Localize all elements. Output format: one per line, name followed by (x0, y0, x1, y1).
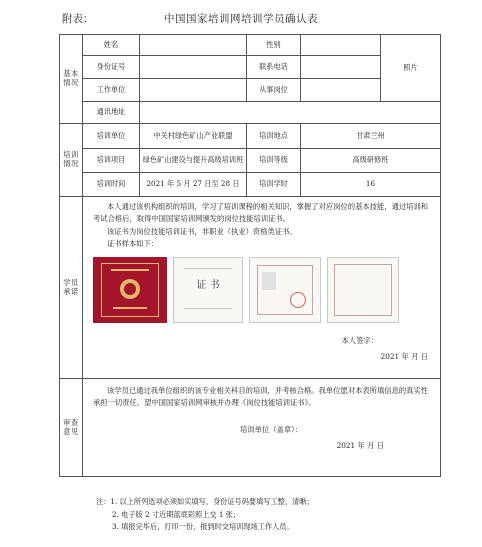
training-hours-value: 16 (301, 173, 441, 197)
student-signature-line[interactable]: 本人签字： (341, 335, 378, 345)
training-time-value: 2021 年 5 月 27 日至 28 日 (140, 173, 247, 197)
review-content (83, 379, 441, 477)
address-field[interactable] (140, 102, 441, 124)
training-project-label: 培训项目 (83, 149, 140, 173)
training-level-label: 培训等级 (247, 149, 301, 173)
commitment-content (83, 197, 441, 379)
section-commitment: 学员承诺 (60, 197, 83, 379)
student-signature-date[interactable]: 2021 年 月 日 (380, 351, 428, 361)
page-title: 中国国家培训网培训学员确认表 (164, 13, 318, 25)
review-date[interactable]: 2021 年 月 日 (336, 440, 384, 450)
training-org-label: 培训单位 (83, 124, 140, 149)
training-hours-label: 培训学时 (247, 173, 301, 197)
name-field[interactable] (140, 35, 247, 56)
id-number-field[interactable] (140, 56, 247, 79)
photo-placeholder-icon (262, 272, 276, 290)
phone-label: 联系电话 (247, 56, 301, 79)
position-field[interactable] (301, 79, 381, 102)
training-project-value: 绿色矿山建设与提升高级培训班 (140, 149, 247, 173)
page-header (0, 8, 482, 28)
commitment-paragraph-1: 本人通过该机构组织的培训，学习了培训课程的相关知识，掌握了对应岗位的基本技能，通过培训和考试合格后，取得中国国家培训网颁发的岗位技能培训证书。 (93, 202, 429, 224)
note-2: 2. 电子版 2 寸近期蓝底彩照上交 1 张； (112, 509, 241, 519)
note-1: 注：1. 以上所列选项必须如实填写，身份证号码要填写工整，清晰； (96, 497, 314, 506)
photo-box[interactable]: 照片 (381, 35, 441, 102)
section-basic-info: 基本情况 (60, 35, 83, 124)
id-number-label: 身份证号 (83, 56, 140, 79)
section-training-info: 培训情况 (60, 124, 83, 197)
certificate-record-page-image (327, 257, 399, 323)
employer-label: 工作单位 (83, 79, 140, 102)
certificate-sample-images (93, 257, 432, 323)
employer-field[interactable] (140, 79, 247, 102)
certificate-title-page-image (173, 257, 243, 323)
address-label: 通讯地址 (83, 102, 140, 124)
attachment-label: 附表： (62, 13, 94, 25)
commitment-paragraph-2: 该证书为岗位技能培训证书，非职业（执业）资格类证书。 (107, 226, 297, 236)
certificate-cover-image (93, 257, 167, 323)
training-level-value: 高级研修班 (301, 149, 441, 173)
confirmation-form-table (59, 34, 441, 477)
section-review-opinion: 审查意见 (60, 379, 83, 477)
medal-emblem-icon (120, 279, 140, 299)
review-paragraph: 该学员已通过我单位组织的该专业相关科目的培训，并考核合格。我单位愿对本表所填信息的真实性承担一切责任。望中国国家培训网审核并办理《岗位技能培训证书》。 (93, 386, 429, 408)
seal-stamp-icon (290, 292, 306, 308)
certificate-info-page-image (249, 257, 321, 323)
training-unit-seal-line[interactable]: 培训单位（盖章）： (239, 424, 302, 434)
phone-field[interactable] (301, 56, 381, 79)
certificate-big-title: 证 书 (196, 279, 220, 291)
training-org-value: 中关村绿色矿山产业联盟 (140, 124, 247, 149)
gender-field[interactable] (301, 35, 381, 56)
position-label: 从事岗位 (247, 79, 301, 102)
training-time-label: 培训时间 (83, 173, 140, 197)
name-label: 姓名 (83, 35, 140, 56)
certificate-sample-label: 证书样本如下： (107, 239, 159, 249)
note-3: 3. 填报完毕后，打印一份，报到时交培训现场工作人员。 (112, 522, 294, 532)
footnotes (96, 496, 314, 534)
training-place-label: 培训地点 (247, 124, 301, 149)
training-place-value: 甘肃兰州 (301, 124, 441, 149)
gender-label: 性别 (247, 35, 301, 56)
